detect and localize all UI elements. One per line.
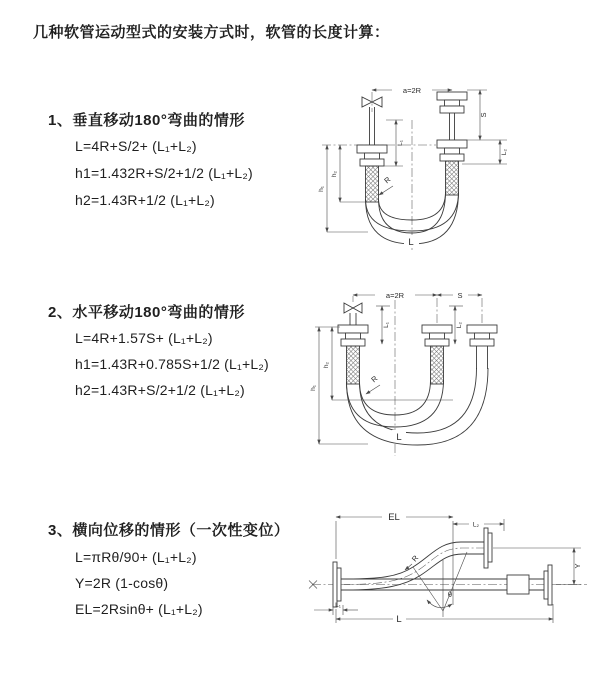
- dim-label-y: Y: [573, 563, 582, 569]
- dim-a2r: [353, 290, 437, 300]
- dim-label-h2: h₂: [331, 170, 338, 178]
- dim-label-h1: h₁: [310, 385, 317, 391]
- right-hose-end-fitting-moved: [467, 325, 497, 369]
- dim-label-l1: L₁: [397, 140, 404, 146]
- hose-s-curve: [341, 542, 484, 590]
- length-label: L: [408, 237, 414, 248]
- diagram-vertical-180-bend: [310, 82, 590, 254]
- dim-label-h2: h₂: [323, 361, 330, 369]
- section2-formula-L: L=4R+1.57S+ (L₁+L₂): [75, 330, 213, 346]
- page-title: 几种软管运动型式的安装方式时，软管的长度计算：: [33, 24, 390, 41]
- radius-label: R: [369, 373, 380, 385]
- dim-el: [336, 511, 453, 605]
- dim-h1: [318, 145, 368, 232]
- radius-label: R: [382, 174, 393, 186]
- dim-label-s: S: [457, 291, 463, 300]
- dim-label-h1: h₁: [318, 186, 325, 192]
- length-label-group: [392, 430, 406, 443]
- radius-label: R: [409, 553, 421, 564]
- dim-l2: [462, 140, 508, 164]
- right-hose-end-fitting: [437, 92, 467, 195]
- top-flange-displaced: [484, 528, 492, 568]
- dim-label-l2: L₂: [472, 521, 480, 529]
- section1-formula-h1: h1=1.432R+S/2+1/2 (L₁+L₂): [75, 165, 253, 181]
- dim-label-a2r: a=2R: [385, 291, 405, 300]
- dim-label-l2: L₂: [501, 148, 508, 156]
- valve-icon: [344, 303, 362, 325]
- radius-callout: [379, 175, 393, 195]
- angle-label: θ: [447, 590, 453, 599]
- section1-formula-L: L=4R+S/2+ (L₁+L₂): [75, 138, 197, 154]
- dim-label-l1: L₁: [335, 602, 341, 609]
- left-flange: [333, 562, 341, 607]
- length-label-group: [404, 235, 419, 248]
- dim-s: [437, 290, 482, 300]
- diagram-horizontal-180-bend: [306, 284, 592, 462]
- section1-formula-h2: h2=1.43R+1/2 (L₁+L₂): [75, 192, 215, 208]
- section3-formula-L: L=πRθ/90+ (L₁+L₂): [75, 549, 197, 565]
- centerlines: [322, 92, 436, 250]
- length-label: L: [396, 614, 402, 625]
- section2-heading: 2、水平移动180°弯曲的情形: [48, 304, 245, 321]
- dim-l2: [453, 519, 504, 531]
- left-hose-end-fitting: [357, 107, 387, 202]
- dim-label-l2: L₂: [456, 321, 463, 329]
- hose-u-curves: [347, 368, 489, 445]
- diagram-lateral-displacement: [300, 505, 595, 645]
- dim-label-el: EL: [388, 512, 400, 523]
- section3-formula-EL: EL=2Rsinθ+ (L₁+L₂): [75, 601, 203, 617]
- dim-s: [467, 90, 507, 140]
- dim-label-a2r: a=2R: [402, 86, 422, 95]
- dim-label-l1: L₁: [383, 322, 390, 328]
- section2-formula-h1: h1=1.43R+0.785S+1/2 (L₁+L₂): [75, 356, 269, 372]
- dim-label-s: S: [479, 112, 488, 118]
- section1-heading: 1、垂直移动180°弯曲的情形: [48, 112, 245, 129]
- right-flange: [544, 565, 552, 605]
- section3-heading: 3、横向位移的情形（一次性变位）: [48, 522, 290, 539]
- section3-formula-Y: Y=2R (1-cosθ): [75, 575, 169, 591]
- length-label: L: [396, 432, 402, 443]
- section2-formula-h2: h2=1.43R+S/2+1/2 (L₁+L₂): [75, 382, 245, 398]
- middle-hose-end-fitting: [422, 325, 452, 384]
- radius-callout: [366, 374, 380, 394]
- dim-l1: [376, 306, 390, 344]
- left-hose-end-fitting: [338, 325, 368, 384]
